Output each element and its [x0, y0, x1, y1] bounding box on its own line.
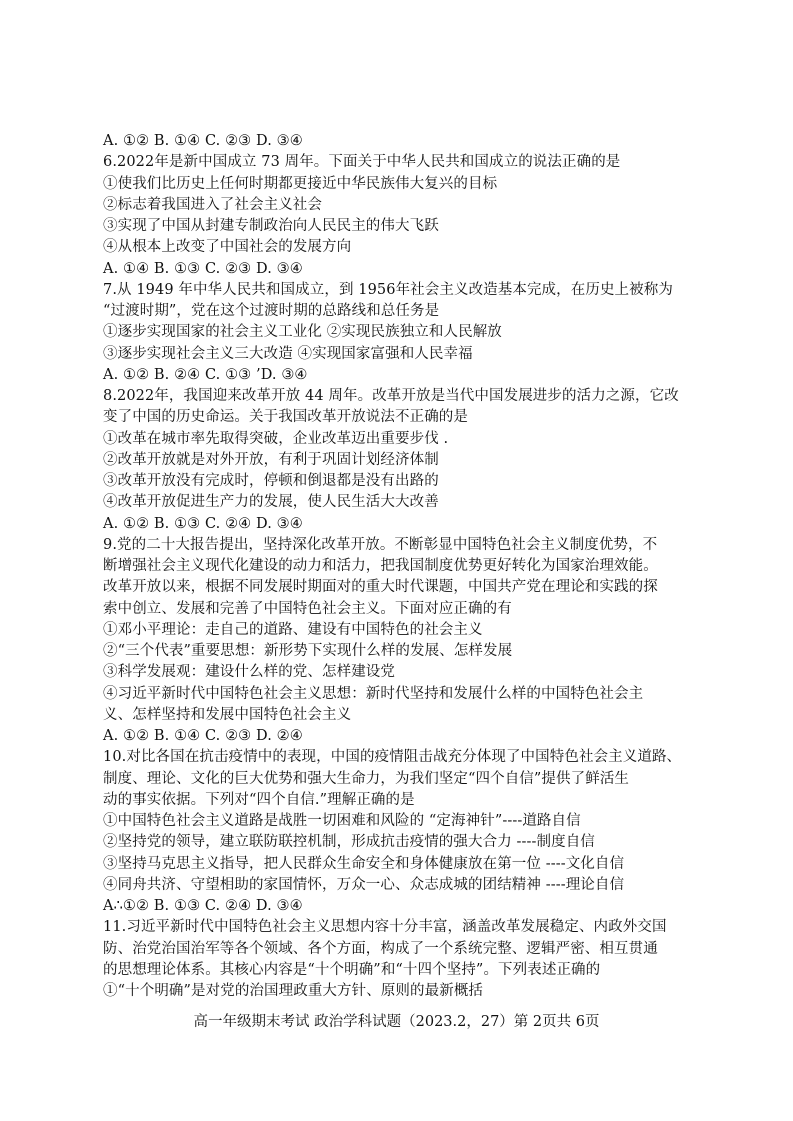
text-line: A. ①② B. ②④ C. ①③ ’D. ③④	[103, 366, 308, 383]
text-line: ③实现了中国从封建专制政治向人民民主的伟大飞跃	[103, 218, 439, 234]
text-line: ②改革开放就是对外开放，有利于巩固计划经济体制	[103, 451, 439, 468]
text-line: ③科学发展观：建设什么样的党、怎样建设党	[103, 664, 395, 681]
text-line: ④从根本上改变了中国社会的发展方向	[103, 239, 352, 256]
text-line: ③坚持马克思主义指导，把人民群众生命安全和身体健康放在第一位 ----文化自信	[103, 855, 625, 872]
text-line: 6.2022年是新中国成立 73 周年。下面关于中华人民共和国成立的说法正确的是	[103, 154, 621, 171]
text-line: 8.2022年，我国迎来改革开放 44 周年。改革开放是当代中国发展进步的活力之源，它改	[103, 388, 679, 404]
text-line: ④同舟共济、守望相助的家国情怀，万众一心、众志成城的团结精神 ----理论自信	[103, 876, 625, 893]
text-line: 9.党的二十大报告提出，坚持深化改革开放。不断彰显中国特色社会主义制度优势，不	[103, 536, 658, 553]
text-line: ②标志着我国进入了社会主义社会	[103, 196, 322, 213]
text-line: 10.对比各国在抗击疫情中的表现，中国的疫情阻击战充分体现了中国特色社会主义道路、	[103, 749, 682, 766]
text-line: 改革开放以来，根据不同发展时期面对的重大时代课题，中国共产党在理论和实践的探	[103, 579, 658, 596]
text-line: ④改革开放促进生产力的发展，使人民生活大大改善	[103, 494, 439, 511]
text-line: 的思想理论体系。其核心内容是“十个明确”和“十四个坚持”。下列表述正确的	[103, 961, 601, 978]
text-line: ④习近平新时代中国特色社会主义思想：新时代坚持和发展什么样的中国特色社会主	[103, 685, 644, 702]
text-line: 断增强社会主义现代化建设的动力和活力，把我国制度优势更好转化为国家治理效能。	[103, 558, 658, 574]
text-line: A. ①④ B. ①③ C. ②③ D. ③④	[103, 260, 303, 277]
text-line: A. ①② B. ①④ C. ②③ D. ②④	[103, 728, 303, 744]
text-line: ①改革在城市率先取得突破，企业改革迈出重要步伐 .	[103, 430, 449, 447]
text-line: 制度、理论、文化的巨大优势和强大生命力，为我们坚定“四个自信”提供了鲜活生	[103, 770, 630, 787]
text-line: 索中创立、发展和完善了中国特色社会主义。下面对应正确的有	[103, 600, 512, 617]
text-line: 动的事实依据。下列对“四个自信.”理解正确的是	[103, 791, 415, 808]
text-line: ③改革开放没有完成时，停顿和倒退都是没有出路的	[103, 473, 439, 489]
text-line: ②坚持党的领导，建立联防联控机制，形成抗击疫情的强大合力 ----制度自信	[103, 834, 595, 851]
text-line: 防、治党治国治军等各个领域、各个方面，构成了一个系统完整、逻辑严密、相互贯通	[103, 940, 658, 957]
text-line: A. ①② B. ①③ C. ②④ D. ③④	[103, 515, 303, 532]
text-line: ①中国特色社会主义道路是战胜一切困难和风险的 “定海神针”----道路自信	[103, 813, 581, 829]
text-line: ①使我们比历史上任何时期都更接近中华民族伟大复兴的目标	[103, 175, 498, 192]
text-line: ①“十个明确”是对党的治国理政重大方针、原则的最新概括	[103, 983, 484, 999]
text-line: A∴①② B. ①③ C. ②④ D. ③④	[103, 898, 303, 914]
text-line: 7.从 1949 年中华人民共和国成立，到 1956年社会主义改造基本完成，在历史上被称为	[103, 281, 673, 298]
text-line: ①邓小平理论：走自己的道路、建设有中国特色的社会主义	[103, 621, 483, 638]
text-line: “过渡时期”，党在这个过渡时期的总路线和总任务是	[103, 303, 440, 319]
text-line: 11.习近平新时代中国特色社会主义思想内容十分丰富，涵盖改革发展稳定、内政外交国	[103, 919, 667, 936]
text-line: 变了中国的历史命运。关于我国改革开放说法不正确的是	[103, 409, 468, 426]
text-line: A. ①② B. ①④ C. ②③ D. ③④	[103, 133, 303, 149]
text-line: ③逐步实现社会主义三大改造 ④实现国家富强和人民幸福	[103, 345, 473, 362]
text-line: ①逐步实现国家的社会主义工业化 ②实现民族独立和人民解放	[103, 324, 502, 341]
page-footer: 高一年级期末考试 政治学科试题（2023.2，27）第 2页共 6页	[193, 1014, 600, 1030]
text-line: ②“三个代表”重要思想：新形势下实现什么样的发展、怎样发展	[103, 643, 513, 659]
text-line: 义、怎样坚持和发展中国特色社会主义	[103, 706, 352, 723]
